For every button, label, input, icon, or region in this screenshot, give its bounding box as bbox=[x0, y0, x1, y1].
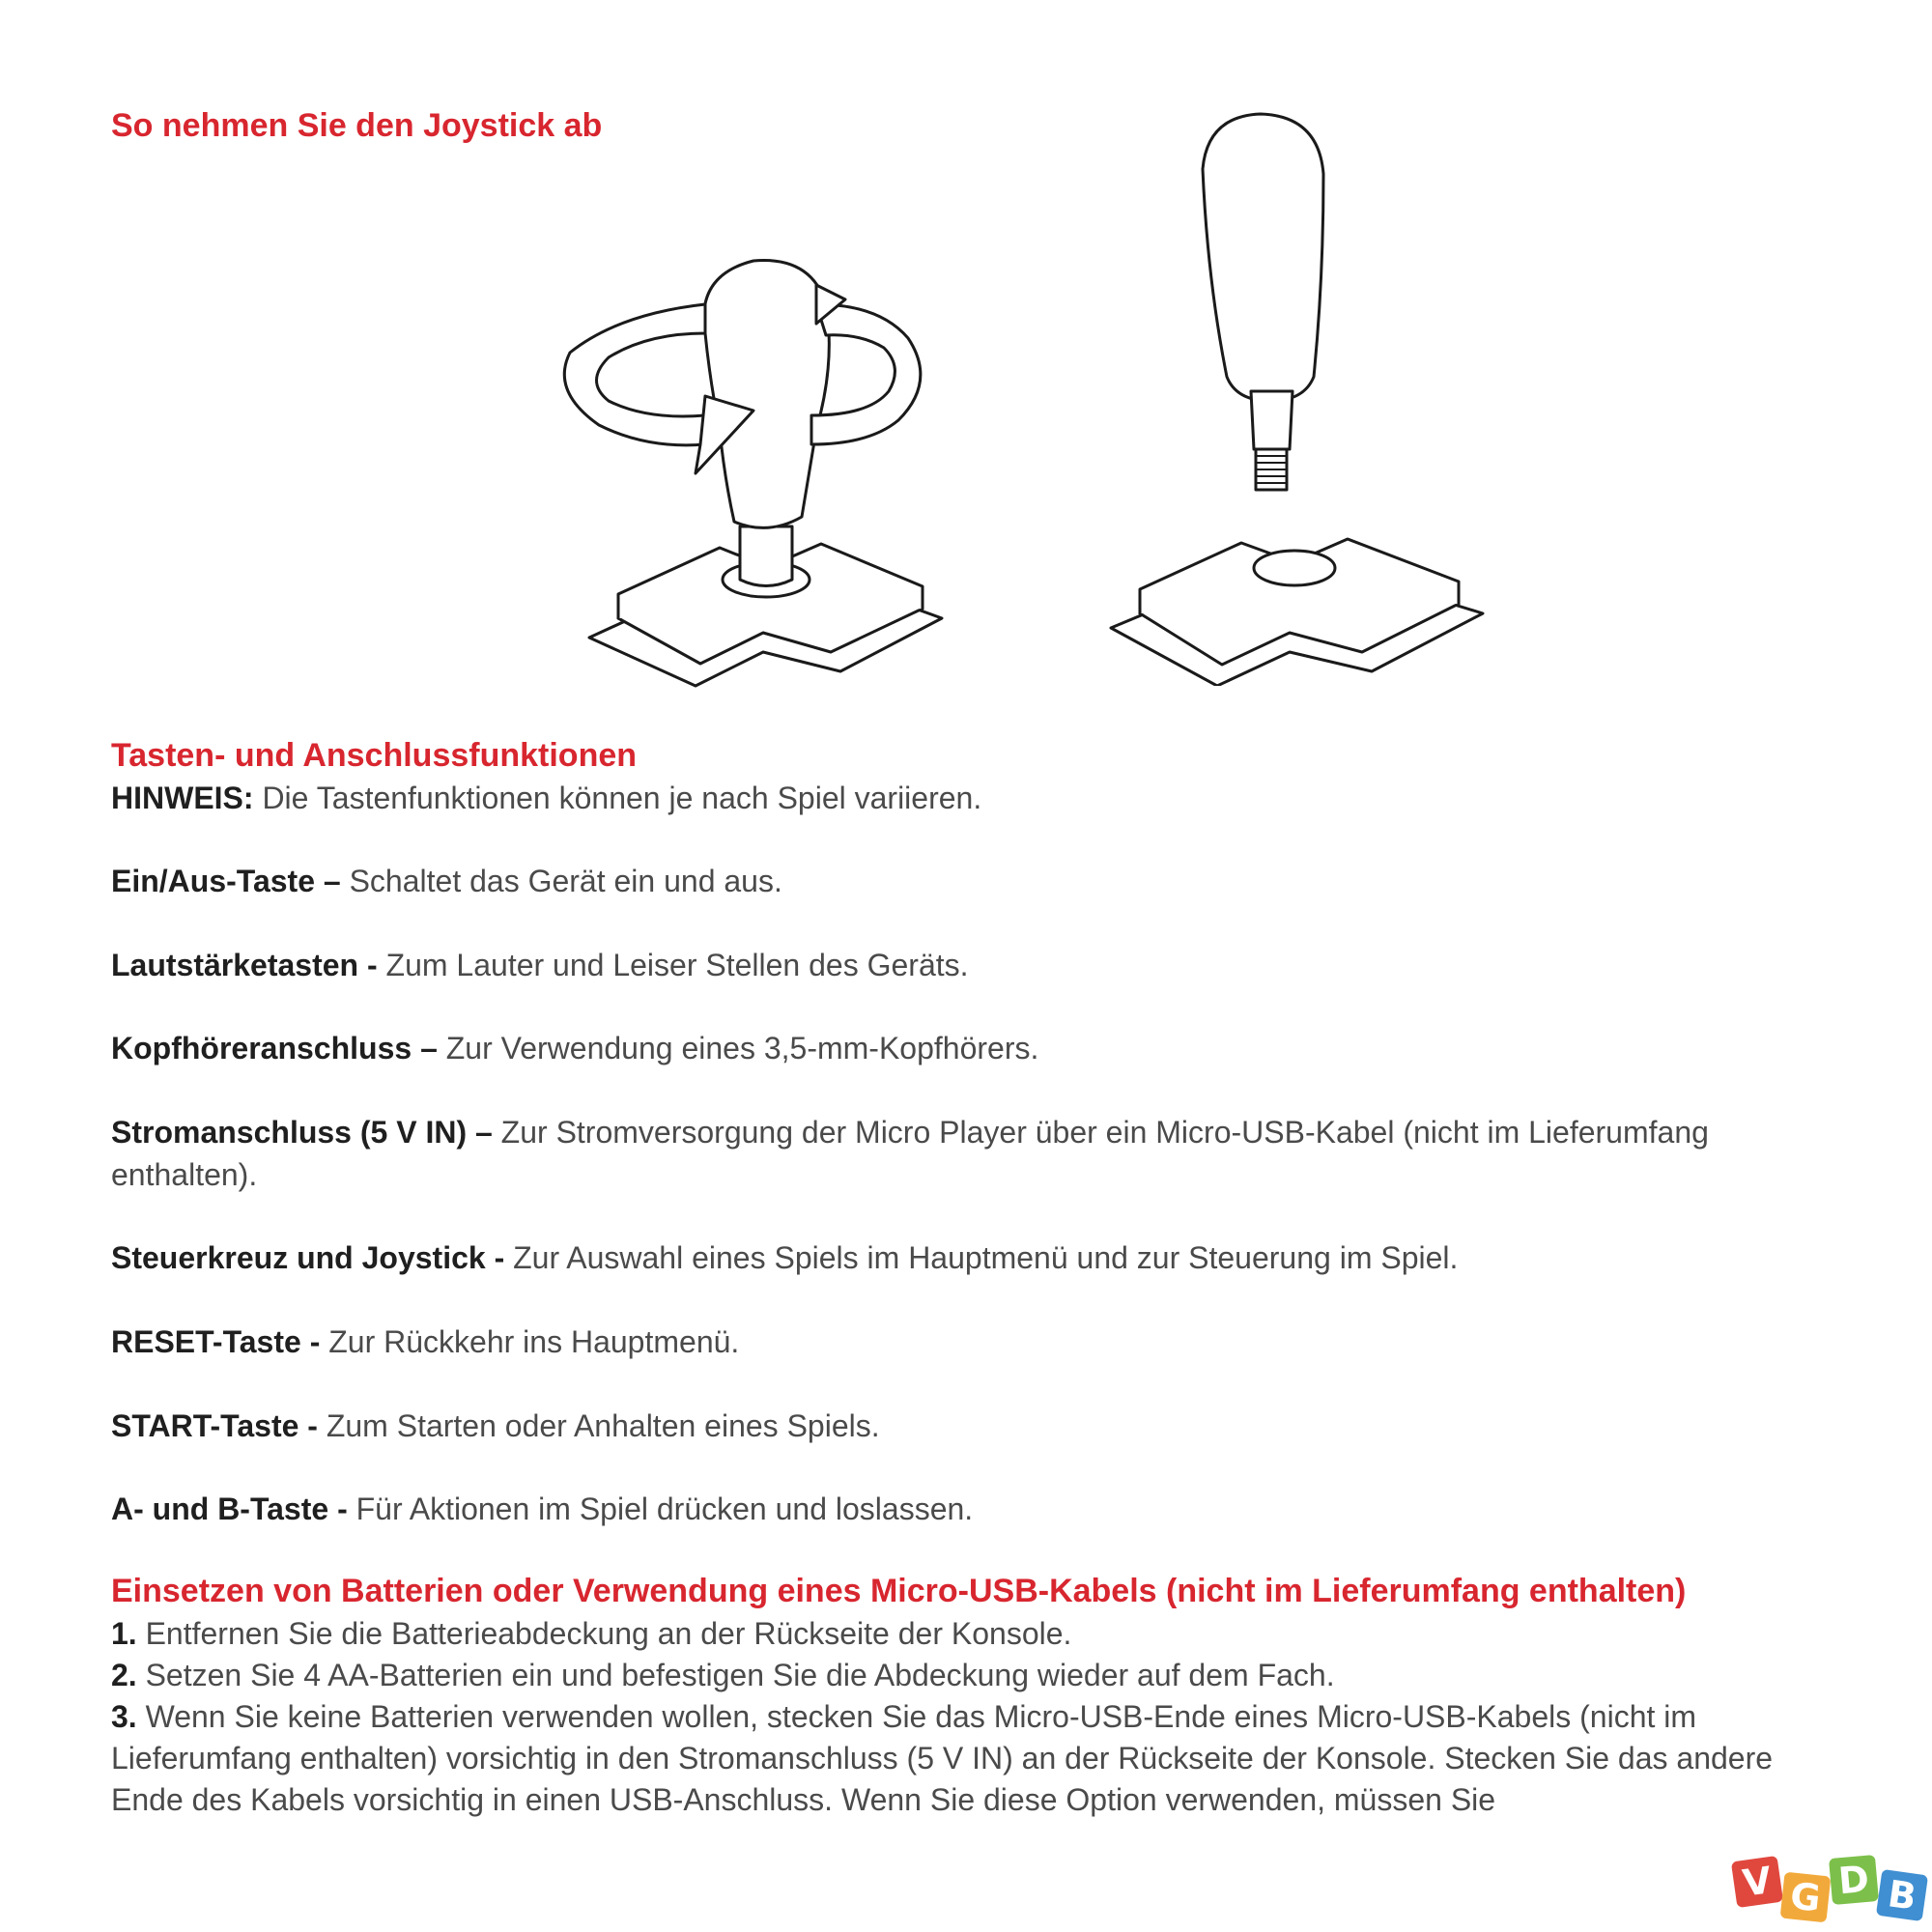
function-item-separator: - bbox=[328, 1492, 356, 1526]
step-text: Setzen Sie 4 AA-Batterien ein und befestigen Sie die Abdeckung wieder auf dem Fach. bbox=[136, 1658, 1335, 1692]
function-item-label: Lautstärketasten bbox=[111, 948, 359, 982]
battery-steps-list bbox=[111, 1613, 1811, 1821]
battery-step bbox=[111, 1613, 1811, 1655]
function-item-text: Für Aktionen im Spiel drücken und loslassen. bbox=[355, 1492, 974, 1526]
joystick-twist-illustration bbox=[560, 246, 966, 700]
section-title-functions: Tasten- und Anschlussfunktionen bbox=[111, 737, 638, 774]
logo-tile: D bbox=[1829, 1855, 1879, 1905]
function-item bbox=[111, 944, 1811, 986]
function-item-text: Zum Lauter und Leiser Stellen des Geräts. bbox=[385, 948, 969, 982]
function-item bbox=[111, 1111, 1811, 1196]
function-item-label: Stromanschluss (5 V IN) bbox=[111, 1115, 468, 1150]
function-item bbox=[111, 1405, 1811, 1447]
function-item-label: START-Taste bbox=[111, 1408, 299, 1443]
logo-tile: G bbox=[1780, 1872, 1832, 1923]
function-item-separator: - bbox=[485, 1240, 514, 1275]
function-item-separator: – bbox=[412, 1031, 446, 1065]
section-title-batteries: Einsetzen von Batterien oder Verwendung eines Micro-USB-Kabels (nicht im Lieferumfang enthalten) bbox=[111, 1573, 1687, 1609]
section-title-remove-joystick: So nehmen Sie den Joystick ab bbox=[111, 107, 603, 144]
function-item-separator: - bbox=[298, 1408, 327, 1443]
function-item-separator: – bbox=[315, 864, 350, 898]
function-item-text: Schaltet das Gerät ein und aus. bbox=[349, 864, 782, 898]
step-number: 1. bbox=[111, 1616, 137, 1651]
note-text: Die Tastenfunktionen können je nach Spiel variieren. bbox=[253, 781, 982, 815]
function-item-text: Zur Rückkehr ins Hauptmenü. bbox=[328, 1324, 740, 1359]
battery-step bbox=[111, 1696, 1811, 1821]
battery-step bbox=[111, 1655, 1811, 1696]
function-item-label: Steuerkreuz und Joystick bbox=[111, 1240, 486, 1275]
function-item-label: A- und B-Taste bbox=[111, 1492, 329, 1526]
function-item-separator: - bbox=[358, 948, 386, 982]
step-text: Entfernen Sie die Batterieabdeckung an der Rückseite der Konsole. bbox=[136, 1616, 1072, 1651]
function-item-text: Zum Starten oder Anhalten eines Spiels. bbox=[326, 1408, 880, 1443]
function-item bbox=[111, 1236, 1811, 1279]
step-number: 3. bbox=[111, 1699, 137, 1734]
function-item-separator: - bbox=[300, 1324, 329, 1359]
function-item bbox=[111, 860, 1811, 902]
note-paragraph bbox=[111, 777, 1811, 819]
joystick-removed-illustration bbox=[1101, 106, 1507, 686]
function-item bbox=[111, 1027, 1811, 1069]
vgdb-watermark-logo bbox=[1734, 1855, 1932, 1932]
function-item-label: Ein/Aus-Taste bbox=[111, 864, 315, 898]
function-item bbox=[111, 1488, 1811, 1530]
function-item-label: RESET-Taste bbox=[111, 1324, 301, 1359]
function-item-text: Zur Stromversorgung der Micro Player über ein Micro-USB-Kabel (nicht im Lieferumfang enthalten). bbox=[111, 1115, 1709, 1192]
function-item-text: Zur Verwendung eines 3,5-mm-Kopfhörers. bbox=[445, 1031, 1039, 1065]
function-item bbox=[111, 1321, 1811, 1363]
step-number: 2. bbox=[111, 1658, 137, 1692]
function-item-label: Kopfhöreranschluss bbox=[111, 1031, 412, 1065]
logo-tile: B bbox=[1876, 1869, 1928, 1921]
logo-tile: V bbox=[1731, 1856, 1783, 1908]
step-text: Wenn Sie keine Batterien verwenden wollen, stecken Sie das Micro-USB-Ende eines Micro-USB-Kabels (nicht im Lieferumfang enthalten) vorsichtig in den Stromanschluss (5 V IN) an der Rückseite der Konsole. Stecken Sie das andere Ende des Kabels vorsichtig in einen USB-Anschluss. Wenn Sie diese Option verwenden, müssen Sie bbox=[111, 1699, 1774, 1817]
function-item-text: Zur Auswahl eines Spiels im Hauptmenü und zur Steuerung im Spiel. bbox=[513, 1240, 1459, 1275]
note-label: HINWEIS: bbox=[111, 781, 254, 815]
function-item-separator: – bbox=[467, 1115, 501, 1150]
